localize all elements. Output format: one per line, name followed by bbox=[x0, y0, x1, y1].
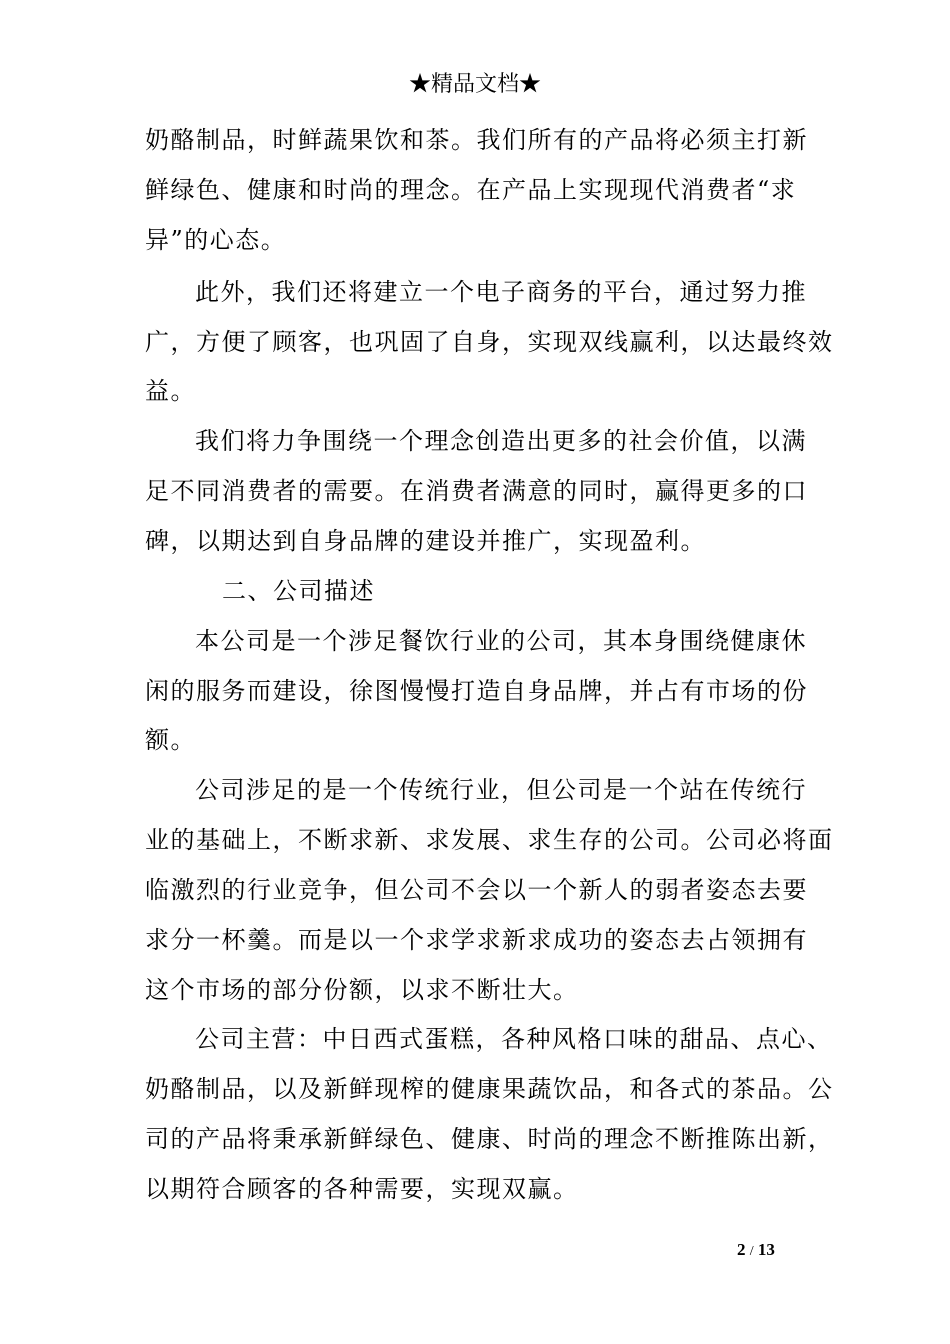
page-current: 2 bbox=[737, 1240, 746, 1259]
text-line: 业的基础上，不断求新、求发展、求生存的公司。公司必将面 bbox=[145, 826, 834, 854]
text-line: 异”的心态。 bbox=[145, 226, 287, 254]
paragraph-start-line: 本公司是一个涉足餐饮行业的公司，其本身围绕健康休 bbox=[195, 627, 807, 655]
page-number bbox=[737, 1240, 775, 1260]
paragraph-start-line: 我们将力争围绕一个理念创造出更多的社会价值，以满 bbox=[195, 427, 807, 455]
paragraph-start-line: 公司涉足的是一个传统行业，但公司是一个站在传统行 bbox=[195, 776, 807, 804]
text-line: 奶酪制品，以及新鲜现榨的健康果蔬饮品，和各式的茶品。公 bbox=[145, 1075, 834, 1103]
text-line: 益。 bbox=[145, 377, 196, 405]
text-line: 广，方便了顾客，也巩固了自身，实现双线赢利，以达最终效 bbox=[145, 328, 834, 356]
text-line: 足不同消费者的需要。在消费者满意的同时，赢得更多的口 bbox=[145, 477, 808, 505]
page-separator: / bbox=[749, 1244, 754, 1259]
text-line: 额。 bbox=[145, 726, 196, 754]
text-line: 司的产品将秉承新鲜绿色、健康、时尚的理念不断推陈出新， bbox=[145, 1125, 834, 1153]
text-line: 求分一杯羹。而是以一个求学求新求成功的姿态去占领拥有 bbox=[145, 926, 808, 954]
text-line: 鲜绿色、健康和时尚的理念。在产品上实现现代消费者“求 bbox=[145, 176, 797, 204]
document-header-title: ★精品文档★ bbox=[408, 72, 541, 97]
text-line: 临激烈的行业竞争，但公司不会以一个新人的弱者姿态去要 bbox=[145, 876, 808, 904]
text-line: 以期符合顾客的各种需要，实现双赢。 bbox=[145, 1175, 579, 1203]
text-line: 这个市场的部分份额，以求不断壮大。 bbox=[145, 976, 579, 1004]
paragraph-start-line: 公司主营：中日西式蛋糕，各种风格口味的甜品、点心、 bbox=[195, 1025, 833, 1053]
page-total: 13 bbox=[757, 1240, 775, 1259]
section-heading: 二、公司描述 bbox=[222, 577, 375, 605]
text-line: 闲的服务而建设，徐图慢慢打造自身品牌，并占有市场的份 bbox=[145, 677, 808, 705]
paragraph-start-line: 此外，我们还将建立一个电子商务的平台，通过努力推 bbox=[195, 278, 807, 306]
text-line: 碑，以期达到自身品牌的建设并推广，实现盈利。 bbox=[145, 527, 706, 555]
text-line: 奶酪制品，时鲜蔬果饮和茶。我们所有的产品将必须主打新 bbox=[145, 126, 808, 154]
